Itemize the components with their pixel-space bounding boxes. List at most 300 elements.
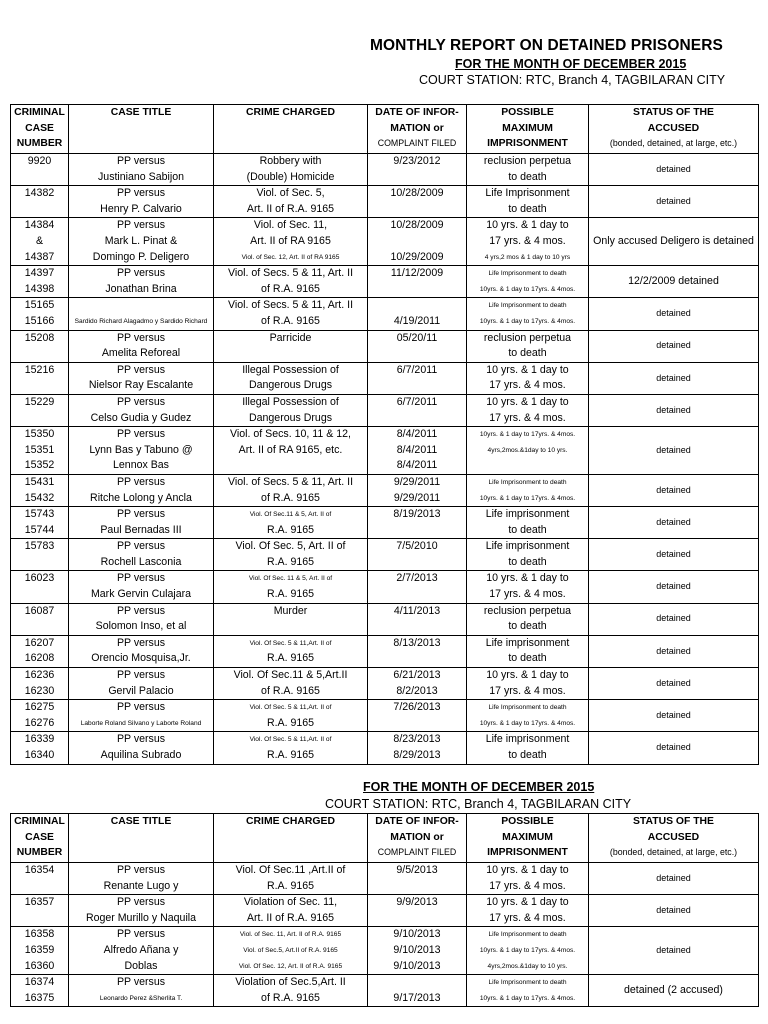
crime-charged [214,863,368,895]
max-imprisonment-line: reclusion perpetua [483,331,572,344]
date-filed [368,571,467,603]
table-row [11,668,759,700]
case-title-line: PP versus [116,475,166,488]
crime-charged-line: Dangerous Drugs [248,379,333,392]
date-filed-line: 8/19/2013 [393,508,441,521]
case-number-line: 15743 [24,508,55,521]
crime-charged-line: Viol. Of Sec. 12, Art. II of R.A. 9165 [238,962,343,970]
crime-charged [214,539,368,571]
accused-status [589,154,759,186]
table-row [11,927,759,975]
crime-charged [214,362,368,394]
case-title-line: Roger Murillo y Naquila [85,911,197,924]
date-filed-line: 7/26/2013 [393,701,441,714]
case-title-line: PP versus [116,976,166,989]
crime-charged-line [215,458,366,474]
max-imprisonment [467,539,589,571]
date-filed-line: 4/19/2011 [393,314,441,327]
case-title [69,394,214,426]
crime-charged [214,507,368,539]
case-number-line: 15208 [24,331,55,344]
crime-charged-line: Viol. Of Sec.11 & 5,Art.II [233,669,348,682]
status-text: detained [656,645,691,656]
date-filed-line [369,378,465,394]
accused-status [589,668,759,700]
max-imprisonment-line: to death [508,347,547,360]
case-title-line: Celso Gudia y Gudez [90,411,192,424]
max-imprisonment-line: 17 yrs. & 4 mos. [489,234,566,247]
status-text: detained [656,163,691,174]
case-title-line: Orencio Mosquisa,Jr. [91,652,191,665]
status-text: detained [656,308,691,319]
crime-charged-line: (Double) Homicide [246,170,335,183]
case-number-line: 14397 [24,267,55,280]
crime-charged-line: Viol. Of Sec. 5 & 11,Art. II of [249,704,332,712]
case-number-line: 16230 [24,684,55,697]
case-number-line: 15165 [24,299,55,312]
crime-charged [214,394,368,426]
max-imprisonment [467,474,589,506]
max-imprisonment-line: 10 yrs. & 1 day to [486,896,569,909]
case-number [11,895,69,927]
date-filed-line: 8/29/2013 [393,749,441,761]
table-row [11,330,759,362]
table-row [11,427,759,475]
case-number-line: 15350 [24,428,55,441]
table-row [11,298,759,330]
max-imprisonment [467,863,589,895]
case-title [69,603,214,635]
case-title [69,895,214,927]
case-title [69,507,214,539]
case-title-line: Laborte Roland Silvano y Laborte Roland [80,719,202,727]
crime-charged-line: Viol. of Sec. 11, Art. II of R.A. 9165 [239,931,342,939]
header-label: MATION or [390,122,444,134]
case-title-line: Justiniano Sabijon [98,170,184,183]
date-filed [368,154,467,186]
status-text: Only accused Deligero is detained [593,234,754,247]
crime-charged [214,154,368,186]
case-title [69,975,214,1007]
accused-status [589,474,759,506]
case-number-line: 15216 [24,363,55,376]
case-title-line: Sardido Richard Alagadmo y Sardido Richard [74,317,208,325]
accused-status [589,603,759,635]
case-title-line: PP versus [116,669,166,682]
crime-charged-line: R.A. 9165 [266,555,315,568]
max-imprisonment-line: Life Imprisonment to death [488,704,567,712]
report-month-2: FOR THE MONTH OF DECEMBER 2015 [363,780,595,794]
case-number-line: 16087 [24,604,55,617]
case-title [69,362,214,394]
case-number [11,700,69,732]
table-row [11,362,759,394]
table-row [11,975,759,1007]
crime-charged-line: Viol. Of Sec. 5 & 11,Art. II of [249,639,332,647]
date-filed-line [369,282,465,298]
case-number-line [12,879,67,895]
case-number-line: 15229 [24,395,55,408]
case-number-line [12,346,67,362]
status-text: detained [656,516,691,527]
date-filed-line: 9/10/2013 [393,959,441,972]
header-label: MATION or [390,831,444,843]
header-label: CRIME CHARGED [246,816,335,827]
case-title-line: PP versus [116,572,166,585]
header-date [368,105,467,154]
table-row [11,539,759,571]
case-number-line: 16358 [24,928,55,941]
crime-charged [214,700,368,732]
header-label: POSSIBLE [501,107,554,118]
max-imprisonment [467,635,589,667]
table-row [11,863,759,895]
crime-charged [214,298,368,330]
date-filed [368,394,467,426]
crime-charged-line: Viol. of Sec. 12, Art. II of RA 9165 [241,253,340,261]
case-title-line: Rochell Lasconia [100,555,182,568]
case-number [11,635,69,667]
crime-charged-line: R.A. 9165 [266,588,315,601]
crime-charged-line: Parricide [269,331,312,344]
header-label: ACCUSED [647,831,700,843]
case-title-line: Doblas [124,959,158,972]
case-number-line: 16375 [24,991,55,1004]
crime-charged-line: R.A. 9165 [266,879,315,892]
max-imprisonment-line: 10yrs. & 1 day to 17yrs. & 4mos. [479,994,576,1002]
case-title-line: Nielsor Ray Escalante [88,379,194,392]
header-status [589,105,759,154]
case-title-line: Solomon Inso, et al [95,620,187,633]
max-imprisonment [467,266,589,298]
crime-charged [214,474,368,506]
date-filed-line [369,651,465,667]
accused-status [589,539,759,571]
header-label: (bonded, detained, at large, etc.) [609,847,738,858]
max-imprisonment-line: 17 yrs. & 4 mos. [489,684,566,697]
header-penalty [467,105,589,154]
max-imprisonment-line: Life Imprisonment to death [488,931,567,939]
date-filed [368,218,467,266]
case-number [11,218,69,266]
case-number [11,154,69,186]
max-imprisonment-line: to death [508,202,547,215]
date-filed-line: 8/4/2011 [396,443,438,456]
case-title-line: Domingo P. Deligero [92,250,190,263]
crime-charged-line: Viol. of Secs. 5 & 11, Art. II [227,475,354,488]
status-text: detained [656,340,691,351]
crime-charged-line: Viol. of Secs. 10, 11 & 12, [230,428,351,441]
date-filed [368,186,467,218]
case-title [69,186,214,218]
table-row [11,186,759,218]
crime-charged-line: of R.A. 9165 [261,991,320,1004]
case-number-line: 15431 [24,475,55,488]
crime-charged [214,266,368,298]
status-text: detained [656,444,691,455]
crime-charged-line: Art. II of R.A. 9165 [246,911,335,924]
crime-charged-line: Viol. of Sec.5, Art.II of R.A. 9165 [243,946,338,954]
case-title-line: PP versus [116,155,166,167]
table-row [11,732,759,764]
accused-status [589,571,759,603]
date-filed [368,700,467,732]
max-imprisonment [467,154,589,186]
crime-charged-line: Viol. of Sec. 11, [253,219,328,232]
header-label: CRIMINAL [14,816,65,827]
date-filed-line [369,202,465,218]
date-filed [368,539,467,571]
case-title-line: PP versus [116,733,166,746]
detainee-table-1 [10,104,759,765]
case-title-line: PP versus [116,928,166,941]
max-imprisonment-line: 17 yrs. & 4 mos. [489,911,566,924]
case-title-line: PP versus [116,395,166,408]
header-case-number [11,814,69,863]
date-filed-line: 6/21/2013 [393,669,441,682]
table-row [11,700,759,732]
case-title [69,635,214,667]
status-text: detained [656,581,691,592]
crime-charged-line: Viol. Of Sec. 5, Art. II of [235,540,346,553]
date-filed [368,635,467,667]
header-label: IMPRISONMENT [487,138,568,150]
date-filed-line [369,298,465,314]
header-label: NUMBER [16,847,63,859]
case-title-line: PP versus [116,540,166,553]
case-title-line: PP versus [116,896,166,909]
max-imprisonment-line: 10 yrs. & 1 day to [486,363,569,376]
date-filed-line [369,346,465,362]
date-filed-line [369,411,465,427]
table-row [11,154,759,186]
case-title-line: PP versus [116,701,166,714]
max-imprisonment-line: reclusion perpetua [483,604,572,617]
case-title [69,154,214,186]
case-title [69,927,214,975]
table-row [11,218,759,266]
accused-status [589,895,759,927]
crime-charged [214,927,368,975]
accused-status [589,975,759,1007]
header-label: CASE TITLE [110,107,172,118]
date-filed-line: 9/9/2013 [396,896,438,909]
status-text: detained [656,904,691,915]
case-number-line [12,170,67,186]
accused-status [589,700,759,732]
crime-charged-line [215,619,366,635]
case-title [69,700,214,732]
max-imprisonment-line: Life imprisonment [485,508,570,521]
crime-charged-line: Viol. Of Sec.11 ,Art.II of [235,864,346,876]
crime-charged-line: Viol. Of Sec.11 & 5, Art. II of [249,511,332,519]
case-title [69,218,214,266]
case-title [69,668,214,700]
max-imprisonment-line: 10yrs. & 1 day to 17yrs. & 4mos. [479,317,576,325]
case-number-line [12,555,67,571]
case-number-line: 16208 [24,652,55,665]
case-title-line: PP versus [116,864,166,876]
date-filed-line [369,619,465,635]
date-filed-line: 10/29/2009 [390,250,444,263]
crime-charged-line: Robbery with [259,155,322,167]
crime-charged-line: Dangerous Drugs [248,411,333,424]
case-title [69,732,214,764]
case-title [69,474,214,506]
header-label: CASE [25,122,54,134]
header-label: CRIME CHARGED [246,107,335,118]
case-number-line: 16207 [24,636,55,649]
court-station-2: COURT STATION: RTC, Branch 4, TAGBILARAN CITY [325,797,632,811]
max-imprisonment [467,732,589,764]
crime-charged-line: R.A. 9165 [266,716,315,729]
date-filed-line: 8/2/2013 [396,684,438,697]
accused-status [589,186,759,218]
max-imprisonment-line: 10 yrs. & 1 day to [486,395,569,408]
table-row [11,507,759,539]
date-filed-line: 9/29/2011 [393,491,441,504]
case-title-line: Ritche Lolong y Ancla [90,491,192,504]
max-imprisonment-line: 10 yrs. & 1 day to [486,219,569,232]
case-number [11,474,69,506]
status-text: 12/2/2009 detained [628,274,719,287]
header-label: NUMBER [16,138,63,150]
case-title-line: Mark Gervin Culajara [90,588,192,601]
case-number-line [12,587,67,603]
accused-status [589,330,759,362]
crime-charged [214,330,368,362]
crime-charged-line: Illegal Possession of [242,395,339,408]
case-title-line: Henry P. Calvario [100,202,182,215]
max-imprisonment-line: Life imprisonment [485,733,570,746]
case-title-line: Lynn Bas y Tabuno @ [89,443,193,456]
case-number-line: 14387 [24,250,55,263]
max-imprisonment-line: 4yrs,2mos.&1day to 10 yrs. [487,962,568,970]
max-imprisonment [467,668,589,700]
case-number-line: 15166 [24,314,55,327]
case-number-line: 14384 [24,219,55,232]
status-text: detained [656,944,691,955]
crime-charged-line: Viol. Of Sec. 11 & 5, Art. II of [248,575,333,583]
max-imprisonment [467,975,589,1007]
case-number-line: 15351 [24,443,55,456]
case-title [69,539,214,571]
crime-charged [214,668,368,700]
date-filed [368,266,467,298]
date-filed-line [369,523,465,539]
case-title [69,298,214,330]
max-imprisonment-line: Life Imprisonment to death [488,302,567,310]
max-imprisonment [467,218,589,266]
detainee-table-2 [10,813,759,1007]
date-filed-line: 11/12/2009 [390,267,444,280]
case-title [69,427,214,475]
max-imprisonment [467,603,589,635]
header-label: STATUS OF THE [632,107,714,118]
case-number [11,603,69,635]
max-imprisonment-line: 4yrs,2mos.&1day to 10 yrs. [487,446,568,454]
header-crime [214,814,368,863]
header-label: COMPLAINT FILED [377,138,457,149]
crime-charged [214,186,368,218]
accused-status [589,732,759,764]
max-imprisonment [467,330,589,362]
date-filed-line: 7/5/2010 [396,540,438,553]
header-crime [214,105,368,154]
crime-charged [214,895,368,927]
case-title-line: Jonathan Brina [105,282,177,295]
case-number [11,362,69,394]
crime-charged-line: Art. II of R.A. 9165 [246,202,335,215]
crime-charged-line: of R.A. 9165 [261,282,320,295]
status-text: detained [656,742,691,753]
case-number [11,507,69,539]
crime-charged-line: R.A. 9165 [266,652,315,665]
date-filed-line [369,879,465,895]
date-filed [368,895,467,927]
crime-charged-line: Violation of Sec.5,Art. II [235,976,346,989]
case-title-line: PP versus [116,508,166,521]
max-imprisonment-line: to death [508,652,547,665]
crime-charged-line: Viol. of Secs. 5 & 11, Art. II [227,267,354,280]
header-label: ACCUSED [647,122,700,134]
max-imprisonment-line: to death [508,523,547,536]
crime-charged [214,975,368,1007]
crime-charged-line: Illegal Possession of [242,363,339,376]
case-number [11,266,69,298]
table-row [11,603,759,635]
max-imprisonment [467,571,589,603]
accused-status [589,635,759,667]
crime-charged-line: of R.A. 9165 [261,684,320,697]
status-text: detained [656,484,691,495]
case-title-line: Amelita Reforeal [101,347,181,360]
case-number-line: 15432 [24,491,55,504]
max-imprisonment-line: Life imprisonment [485,636,570,649]
case-title-line: PP versus [116,363,166,376]
header-label: POSSIBLE [501,816,554,827]
date-filed [368,330,467,362]
case-title-line: Lennox Bas [113,459,169,472]
case-title-line: Aquilina Subrado [100,749,182,761]
max-imprisonment-line: 10 yrs. & 1 day to [486,572,569,585]
case-title-line: PP versus [116,604,166,617]
header-date [368,814,467,863]
max-imprisonment-line: to death [508,620,547,633]
date-filed [368,863,467,895]
crime-charged-line: Viol. of Sec. 5, [256,187,325,200]
date-filed-line [369,555,465,571]
header-case-title [69,814,214,863]
header-case-number [11,105,69,154]
header-label: DATE OF INFOR- [375,107,459,118]
max-imprisonment-line: 10yrs. & 1 day to 17yrs. & 4mos. [479,494,576,502]
max-imprisonment-line: Life Imprisonment [485,187,570,200]
date-filed-line [369,170,465,186]
crime-charged-line: Violation of Sec. 11, [243,896,338,909]
max-imprisonment-line: to death [508,555,547,568]
crime-charged-line: Murder [273,604,308,617]
accused-status [589,298,759,330]
case-number-line: 15352 [24,459,55,472]
status-text: detained (2 accused) [624,983,723,996]
date-filed-line [369,587,465,603]
status-text: detained [656,404,691,415]
case-number [11,539,69,571]
case-number-line: 16354 [24,864,55,876]
accused-status [589,362,759,394]
date-filed-line [369,716,465,732]
